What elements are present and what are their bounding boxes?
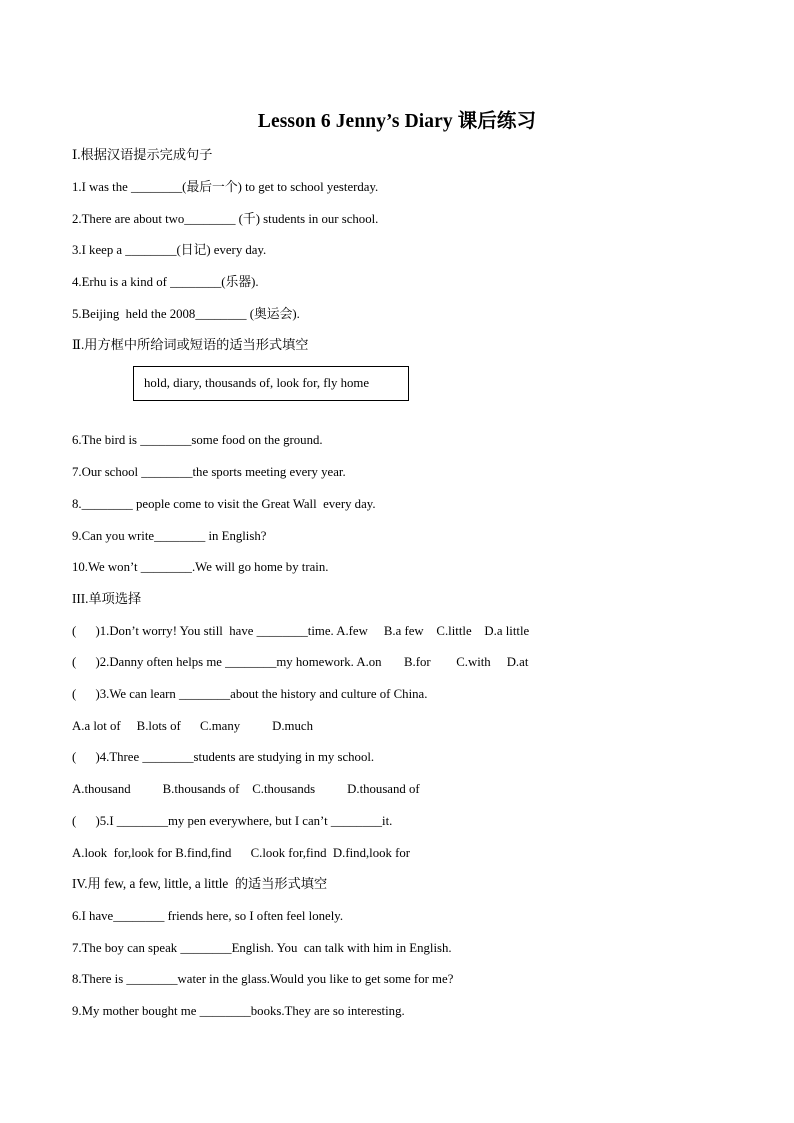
question-line: 6.I have________ friends here, so I often feel lonely.: [72, 909, 344, 923]
question-line: 7.Our school ________the sports meeting every year.: [72, 465, 346, 479]
question-line: 10.We won’t ________.We will go home by train.: [72, 560, 329, 574]
question-line: 7.The boy can speak ________English. You can talk with him in English.: [72, 941, 452, 955]
question-line: 5.Beijing held the 2008________ (奥运会).: [72, 307, 300, 321]
question-line: 3.I keep a ________(日记) every day.: [72, 243, 267, 257]
section-3-heading: III.单项选择: [72, 591, 142, 606]
question-line: ( )5.I ________my pen everywhere, but I can’t ________it.: [72, 814, 393, 828]
question-line: 8.________ people come to visit the Great Wall every day.: [72, 497, 376, 511]
word-box-text: hold, diary, thousands of, look for, fly home: [144, 376, 370, 390]
answer-options: A.look for,look for B.find,find C.look for,find D.find,look for: [72, 846, 411, 860]
answer-options: A.a lot of B.lots of C.many D.much: [72, 719, 313, 733]
question-line: 9.Can you write________ in English?: [72, 529, 267, 543]
question-line: 1.I was the ________(最后一个) to get to school yesterday.: [72, 180, 379, 194]
question-line: ( )2.Danny often helps me ________my homework. A.on B.for C.with D.at: [72, 655, 529, 669]
question-line: 6.The bird is ________some food on the ground.: [72, 433, 323, 447]
question-line: 2.There are about two________ (千) students in our school.: [72, 212, 379, 226]
question-line: 4.Erhu is a kind of ________(乐器).: [72, 275, 259, 289]
question-line: ( )3.We can learn ________about the history and culture of China.: [72, 687, 428, 701]
question-line: 9.My mother bought me ________books.They are so interesting.: [72, 1004, 405, 1018]
question-line: ( )4.Three ________students are studying in my school.: [72, 750, 375, 764]
page-title: Lesson 6 Jenny’s Diary 课后练习: [257, 111, 537, 132]
word-box: [133, 366, 409, 401]
answer-options: A.thousand B.thousands of C.thousands D.thousand of: [72, 782, 420, 796]
section-2-heading: Ⅱ.用方框中所给词或短语的适当形式填空: [72, 337, 309, 352]
section-1-heading: Ⅰ.根据汉语提示完成句子: [72, 147, 213, 162]
question-line: 8.There is ________water in the glass.Would you like to get some for me?: [72, 972, 454, 986]
section-4-heading: IV.用 few, a few, little, a little 的适当形式填空: [72, 876, 328, 891]
question-line: ( )1.Don’t worry! You still have ________time. A.few B.a few C.little D.a little: [72, 624, 530, 638]
